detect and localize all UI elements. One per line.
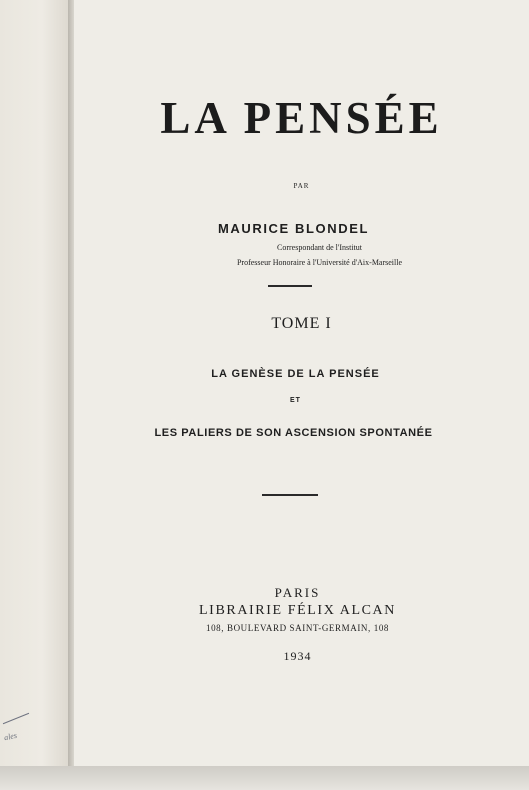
author-name: MAURICE BLONDEL	[217, 221, 370, 236]
book-title: LA PENSÉE	[160, 93, 443, 143]
page-bottom-edge	[0, 766, 529, 790]
facing-page	[0, 0, 70, 790]
divider-rule-top	[268, 285, 312, 287]
publisher-address: 108, BOULEVARD SAINT-GERMAIN, 108	[205, 623, 390, 633]
publisher-name: LIBRAIRIE FÉLIX ALCAN	[199, 603, 396, 618]
subtitle-line-1: LA GENÈSE DE LA PENSÉE	[211, 368, 380, 380]
publication-city: PARIS	[274, 585, 321, 600]
author-affiliation-1: Correspondant de l'Institut	[277, 243, 362, 252]
author-affiliation-2: Professeur Honoraire à l'Université d'Aix-Marseille	[236, 258, 403, 267]
publication-year: 1934	[283, 649, 312, 663]
volume-label: TOME I	[271, 315, 332, 332]
facing-page-note: ales	[3, 730, 18, 743]
subtitle-line-2: LES PALIERS DE SON ASCENSION SPONTANÉE	[154, 427, 433, 439]
subtitle-conjunction: ET	[290, 397, 301, 404]
by-label: PAR	[293, 182, 310, 190]
divider-rule-bottom	[262, 494, 318, 496]
